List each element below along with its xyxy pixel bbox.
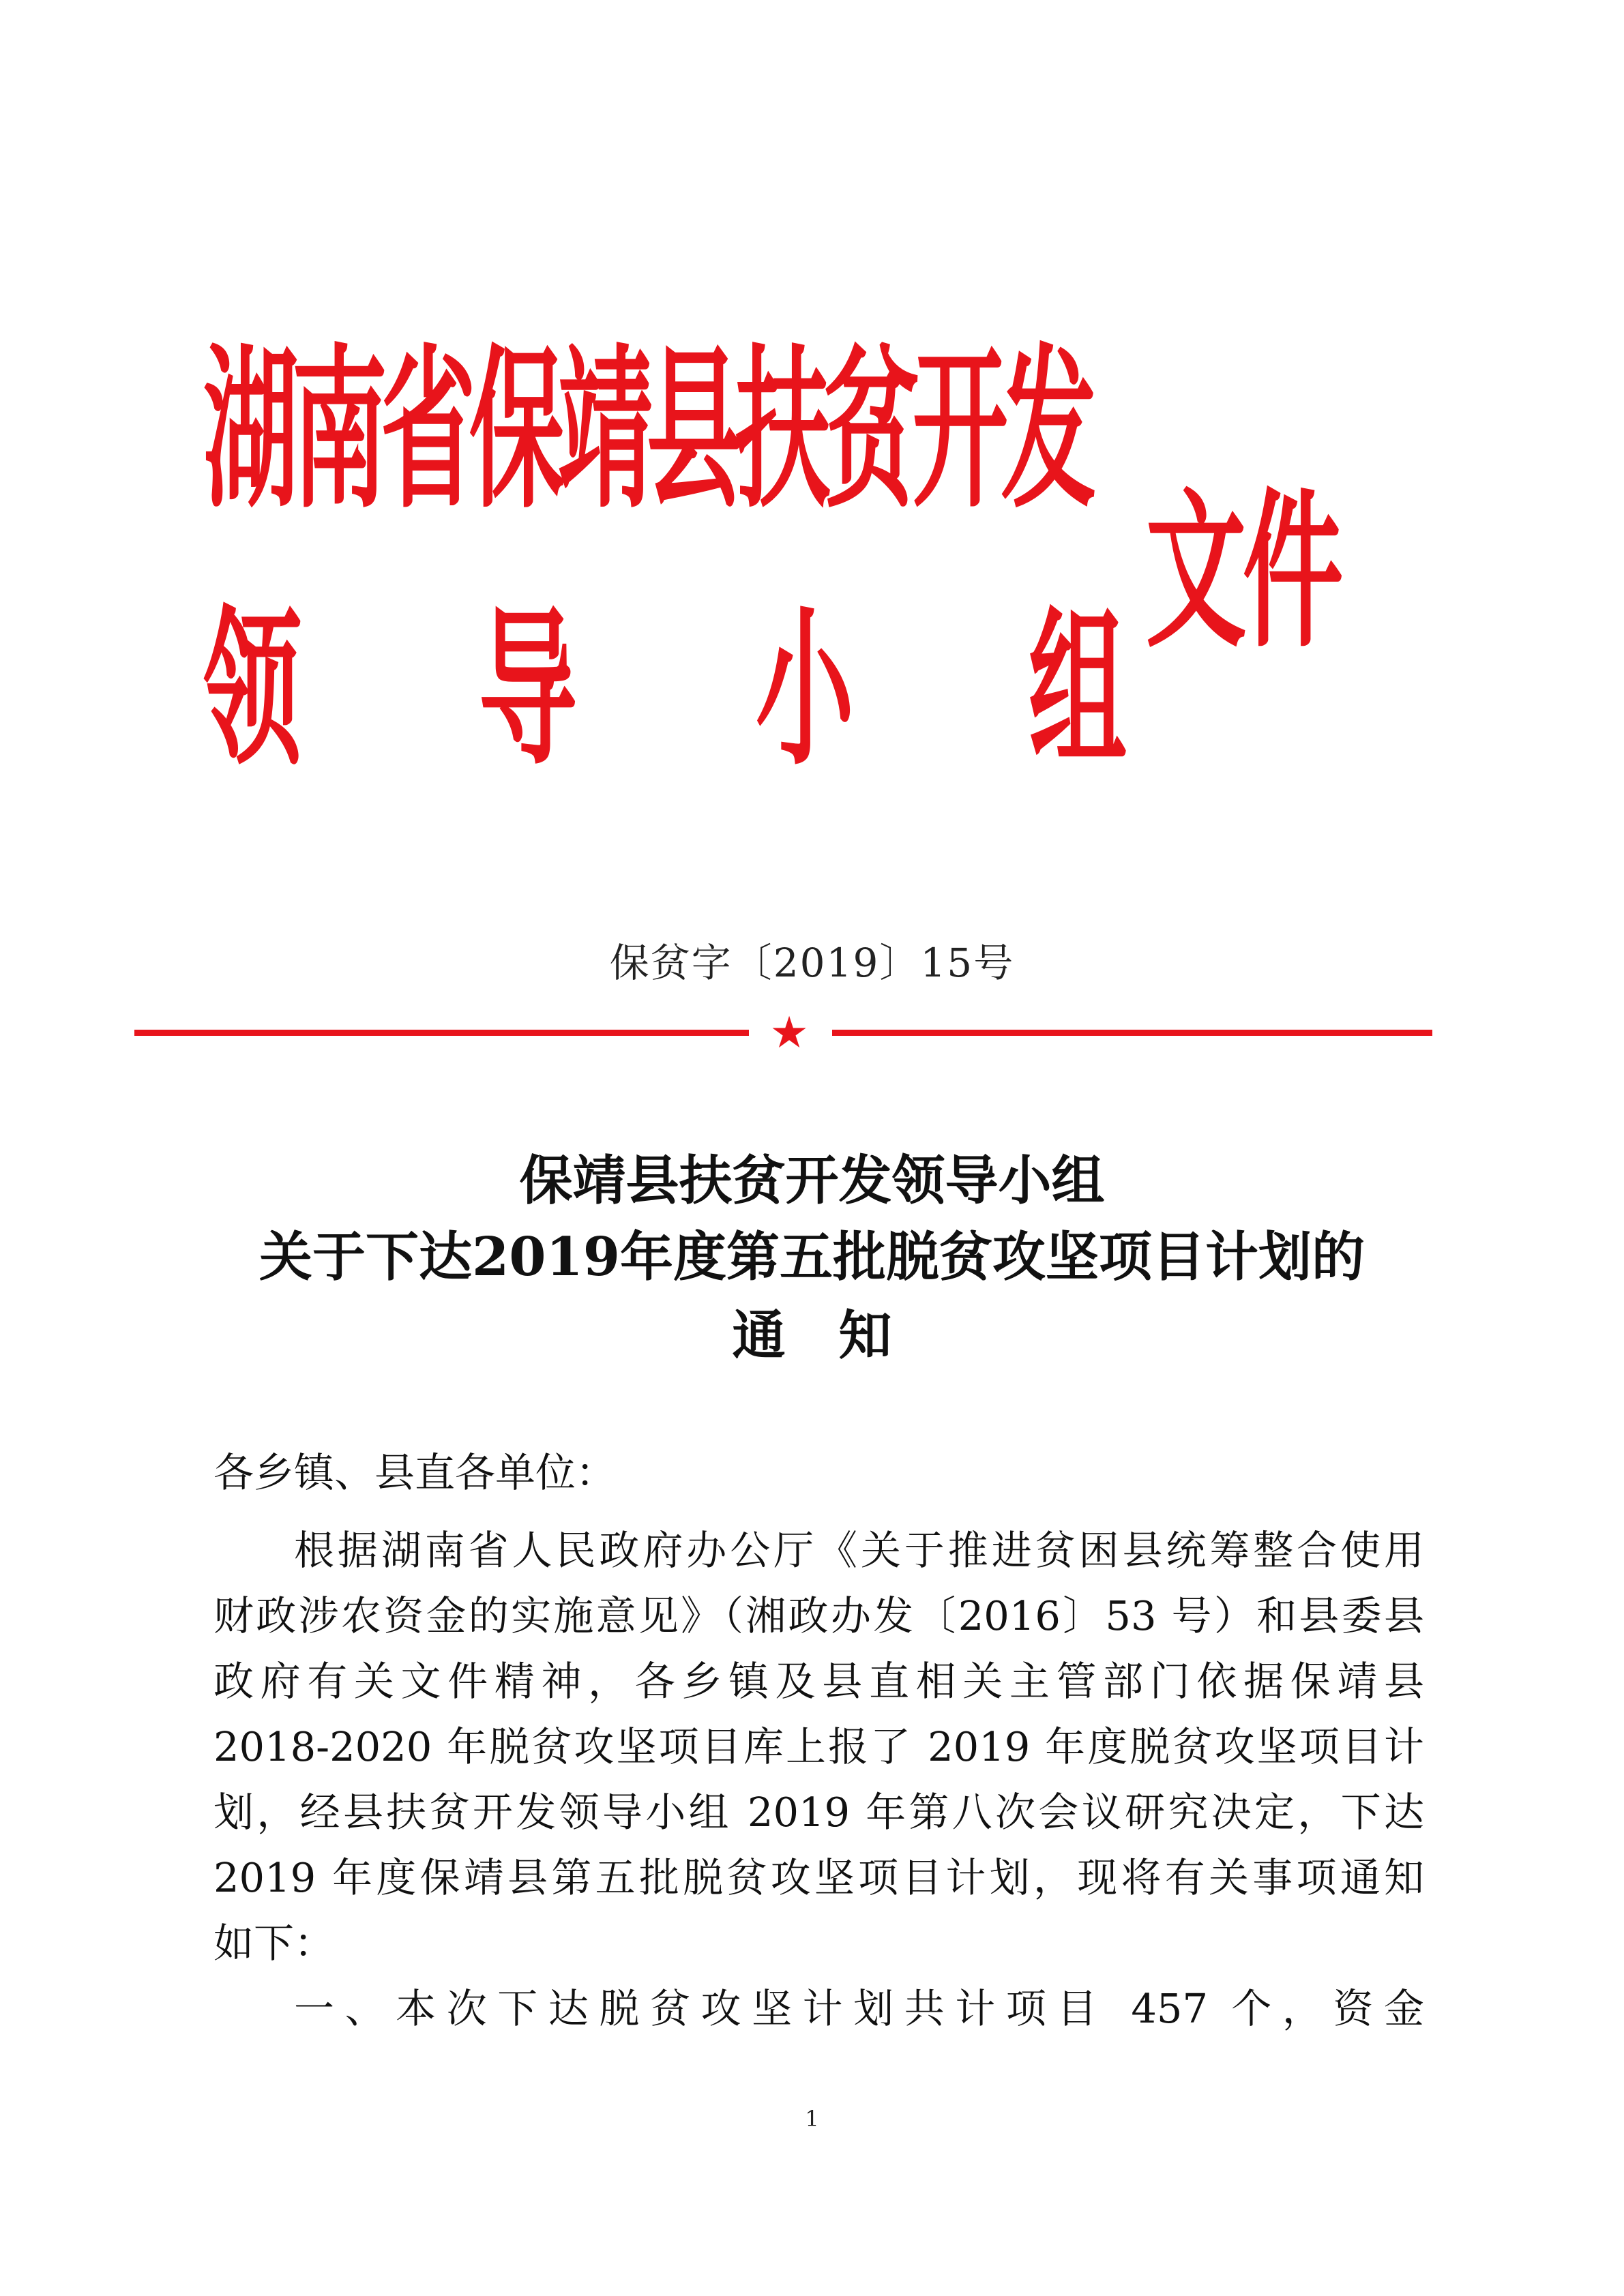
document-title-line: 关于下达2019年度第五批脱贫攻坚项目计划的 <box>259 1226 1365 1288</box>
letterhead-char: 保 <box>469 330 565 533</box>
body-line: 划，经县扶贫开发领导小组 2019 年第八次会议研究决定，下达 <box>213 1789 1424 1836</box>
letterhead-char: 发 <box>1001 330 1097 533</box>
letterhead-char: 领 <box>203 591 302 789</box>
letterhead-char: 南 <box>292 330 387 533</box>
body-line: 一、本次下达脱贫攻坚计划共计项目 457 个，资金 <box>294 1985 1424 2032</box>
salutation: 各乡镇、县直各单位： <box>213 1449 617 1496</box>
letterhead-char: 靖 <box>558 330 653 533</box>
letterhead <box>0 0 1624 846</box>
body-line: 根据湖南省人民政府办公厅《关于推进贫困县统筹整合使用 <box>294 1527 1424 1574</box>
document-title-line: 保靖县扶贫开发领导小组 <box>519 1150 1105 1212</box>
page-number: 1 <box>805 2106 819 2132</box>
red-divider-left <box>134 1030 749 1036</box>
document-number: 保贫字〔2019〕15号 <box>609 940 1015 986</box>
body-line: 如下： <box>213 1920 335 1967</box>
body-line: 政府有关文件精神，各乡镇及县直相关主管部门依据保靖县 <box>213 1658 1424 1705</box>
body-line: 2019 年度保靖县第五批脱贫攻坚项目计划，现将有关事项通知 <box>213 1854 1424 1901</box>
letterhead-char: 县 <box>647 330 742 533</box>
letterhead-char: 文 <box>1146 473 1247 671</box>
document-title-line: 通 知 <box>732 1304 892 1367</box>
red-divider-right <box>832 1030 1432 1036</box>
body-line: 财政涉农资金的实施意见》（湘政办发〔2016〕53 号）和县委县 <box>213 1592 1424 1639</box>
letterhead-char: 件 <box>1243 473 1344 671</box>
letterhead-char: 省 <box>381 330 476 533</box>
letterhead-char: 小 <box>756 591 855 789</box>
letterhead-char: 开 <box>913 330 1008 533</box>
letterhead-char: 扶 <box>735 330 831 533</box>
letterhead-char: 组 <box>1029 591 1127 789</box>
body-line: 2018-2020 年脱贫攻坚项目库上报了 2019 年度脱贫攻坚项目计 <box>213 1723 1424 1770</box>
letterhead-char: 导 <box>479 591 578 789</box>
letterhead-char: 湖 <box>203 330 299 533</box>
letterhead-char: 贫 <box>824 330 919 533</box>
star-icon: ★ <box>769 1008 809 1058</box>
